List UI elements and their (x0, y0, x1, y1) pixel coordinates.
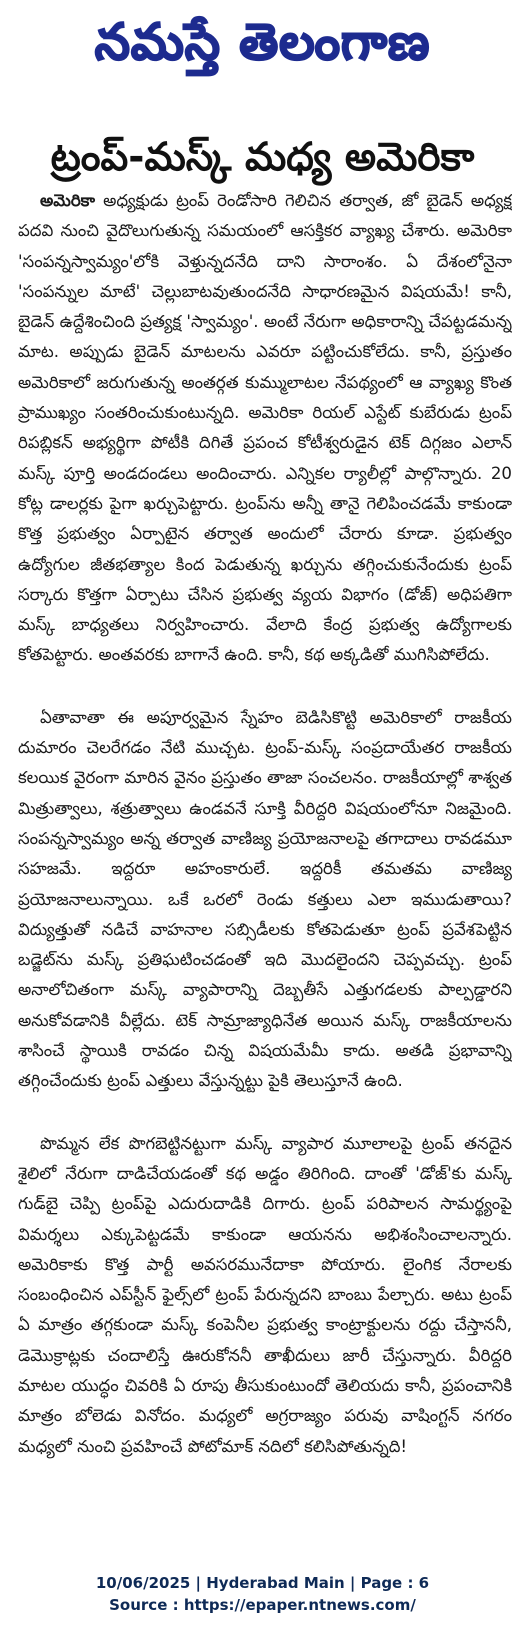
paragraph-text: అధ్యక్షుడు ట్రంప్ రెండోసారి గెలిచిన తర్వాత, జో బైడెన్ అధ్యక్ష పదవి నుంచి వైదొలుగుతున్న సమయంలో ఆసక్తికర వ్యాఖ్య చేశారు. అమెరికా 'సంపన్నస్వామ్యం'లోకి వెళ్తున్నదనేది దాని సారాంశం. ఏ దేశంలోనైనా 'సంపన్నుల మాటే' చెల్లుబాటవుతుందనేది సాధారణమైన విషయమే! కానీ, బైడెన్ ఉద్దేశించింది ప్రత్యక్ష 'స్వామ్యం'. అంటే నేరుగా అధికారాన్ని చేపట్టడమన్న మాట. అప్పుడు బైడెన్ మాటలను ఎవరూ పట్టించుకోలేదు. కానీ, ప్రస్తుతం అమెరికాలో జరుగుతున్న అంతర్గత కుమ్ములాటల నేపథ్యంలో ఆ వ్యాఖ్య కొంత ప్రాముఖ్యం సంతరించుకుంటున్నది. అమెరికా రియల్ ఎస్టేట్ కుబేరుడు ట్రంప్ రిపబ్లికన్ అభ్యర్థిగా పోటీకి దిగితే ప్రపంచ కోటీశ్వరుడైన టెక్ దిగ్గజం ఎలాన్ మస్క్ పూర్తి అండదండలు అందించారు. ఎన్నికల ర్యాలీల్లో పాల్గొన్నారు. 20 కోట్ల డాలర్లకు పైగా ఖర్చుపెట్టారు. ట్రంప్‌ను అన్నీ తానై గెలిపించడమే కాకుండా కొత్త ప్రభుత్వం ఏర్పాటైన తర్వాత అందులో చేరారు కూడా. ప్రభుత్వం ఉద్యోగుల జీతభత్యాల కింద పెడుతున్న ఖర్చును తగ్గించుకునేందుకు ట్రంప్ సర్కారు కొత్తగా ఏర్పాటు చేసిన ప్రభుత్వ వ్యయ విభాగం (డోజ్) అధిపతిగా మస్క్ బాధ్యతలు నిర్వహించారు. వేలాది కేంద్ర ప్రభుత్వ ఉద్యోగాలకు కోతపెట్టారు. అంతవరకు బాగానే ఉంది. కానీ, కథ అక్కడితో ముగిసిపోలేదు. (18, 191, 512, 665)
masthead (0, 4, 525, 80)
article-paragraph: ఏతావాతా ఈ అపూర్వమైన స్నేహం బెడిసికొట్టి అమెరికాలో రాజకీయ దుమారం చెలరేగడం నేటి ముచ్చట. ట్రంప్-మస్క్ సంప్రదాయేతర రాజకీయ కలయిక వైరంగా మారిన వైనం ప్రస్తుతం తాజా సంచలనం. రాజకీయాల్లో శాశ్వత మిత్రుత్వాలు, శత్రుత్వాలు ఉండవనే సూక్తి వీరిద్దరి విషయంలోనూ నిజమైంది. సంపన్నస్వామ్యం అన్న తర్వాత వాణిజ్య ప్రయోజనాలపై తగాదాలు రావడమూ సహజమే. ఇద్దరూ అహంకారులే. ఇద్దరికీ తమతమ వాణిజ్య ప్రయోజనాలున్నాయి. ఒకే ఒరలో రెండు కత్తులు ఎలా ఇముడుతాయి? విద్యుత్తుతో నడిచే వాహనాల సబ్సిడీలకు కోతపెడుతూ ట్రంప్ ప్రవేశపెట్టిన బడ్జెట్‌ను మస్క్ ప్రతిఘటించడంతో ఇది మొదలైందని చెప్పవచ్చు. ట్రంప్ అనాలోచితంగా మస్క్ వ్యాపారాన్ని దెబ్బతీసే ఎత్తుగడలకు పాల్పడ్డారని అనుకోవడానికి వీల్లేదు. టెక్ సామ్రాజ్యాధినేత అయిన మస్క్ రాజకీయాలను శాసించే స్థాయికి రావడం చిన్న విషయమేమీ కాదు. అతడి ప్రభావాన్ని తగ్గించేందుకు ట్రంప్ ఎత్తులు వేస్తున్నట్టు పైకి తెలుస్తూనే ఉంది. (18, 707, 512, 1091)
article-paragraph: పొమ్మన లేక పొగబెట్టినట్టుగా మస్క్ వ్యాపార మూలాలపై ట్రంప్ తనదైన శైలిలో నేరుగా దాడిచేయడంతో కథ అడ్డం తిరిగింది. దాంతో 'డోజ్'కు మస్క్ గుడ్‌బై చెప్పి ట్రంప్‌పై ఎదురుదాడికి దిగారు. ట్రంప్ పరిపాలన సామర్థ్యంపై విమర్శలు ఎక్కుపెట్టడమే కాకుండా ఆయనను అభిశంసించాలన్నారు. అమెరికాకు కొత్త పార్టీ అవసరమునేదాకా పోయారు. లైంగిక నేరాలకు సంబంధించిన ఎప్‌స్టీన్ ఫైల్స్‌లో ట్రంప్ పేరున్నదని బాంబు పేల్చారు. అటు ట్రంప్ ఏ మాత్రం తగ్గకుండా మస్క్ కంపెనీల ప్రభుత్వ కాంట్రాక్టులను రద్దు చేస్తాననీ, డెమొక్రాట్లకు చందాలిస్తే ఊరుకోననీ తాఖీదులు జారీ చేస్తున్నారు. వీరిద్దరి మాటల యుద్ధం చివరికి ఏ రూపు తీసుకుంటుందో తెలియదు కానీ, ప్రపంచానికి మాత్రం బోలెడు వినోదం. మధ్యలో అగ్రరాజ్యం పరువు వాషింగ్టన్ నగరం మధ్యలో నుంచి ప్రవహించే పోటోమాక్ నదిలో కలిసిపోతున్నది! (18, 1133, 512, 1456)
article-paragraph (18, 186, 512, 671)
footer-source: Source : https://epaper.ntnews.com/ (109, 1596, 416, 1614)
lead-word: అమెరికా (40, 191, 96, 210)
page-footer (0, 1572, 525, 1616)
article-body (18, 186, 512, 1496)
article-headline: ట్రంప్-మస్క్ మధ్య అమెరికా (50, 135, 475, 181)
footer-dateline: 10/06/2025 | Hyderabad Main | Page : 6 (95, 1574, 430, 1592)
newspaper-logo: నమస్తే తెలంగాణ (94, 13, 431, 71)
